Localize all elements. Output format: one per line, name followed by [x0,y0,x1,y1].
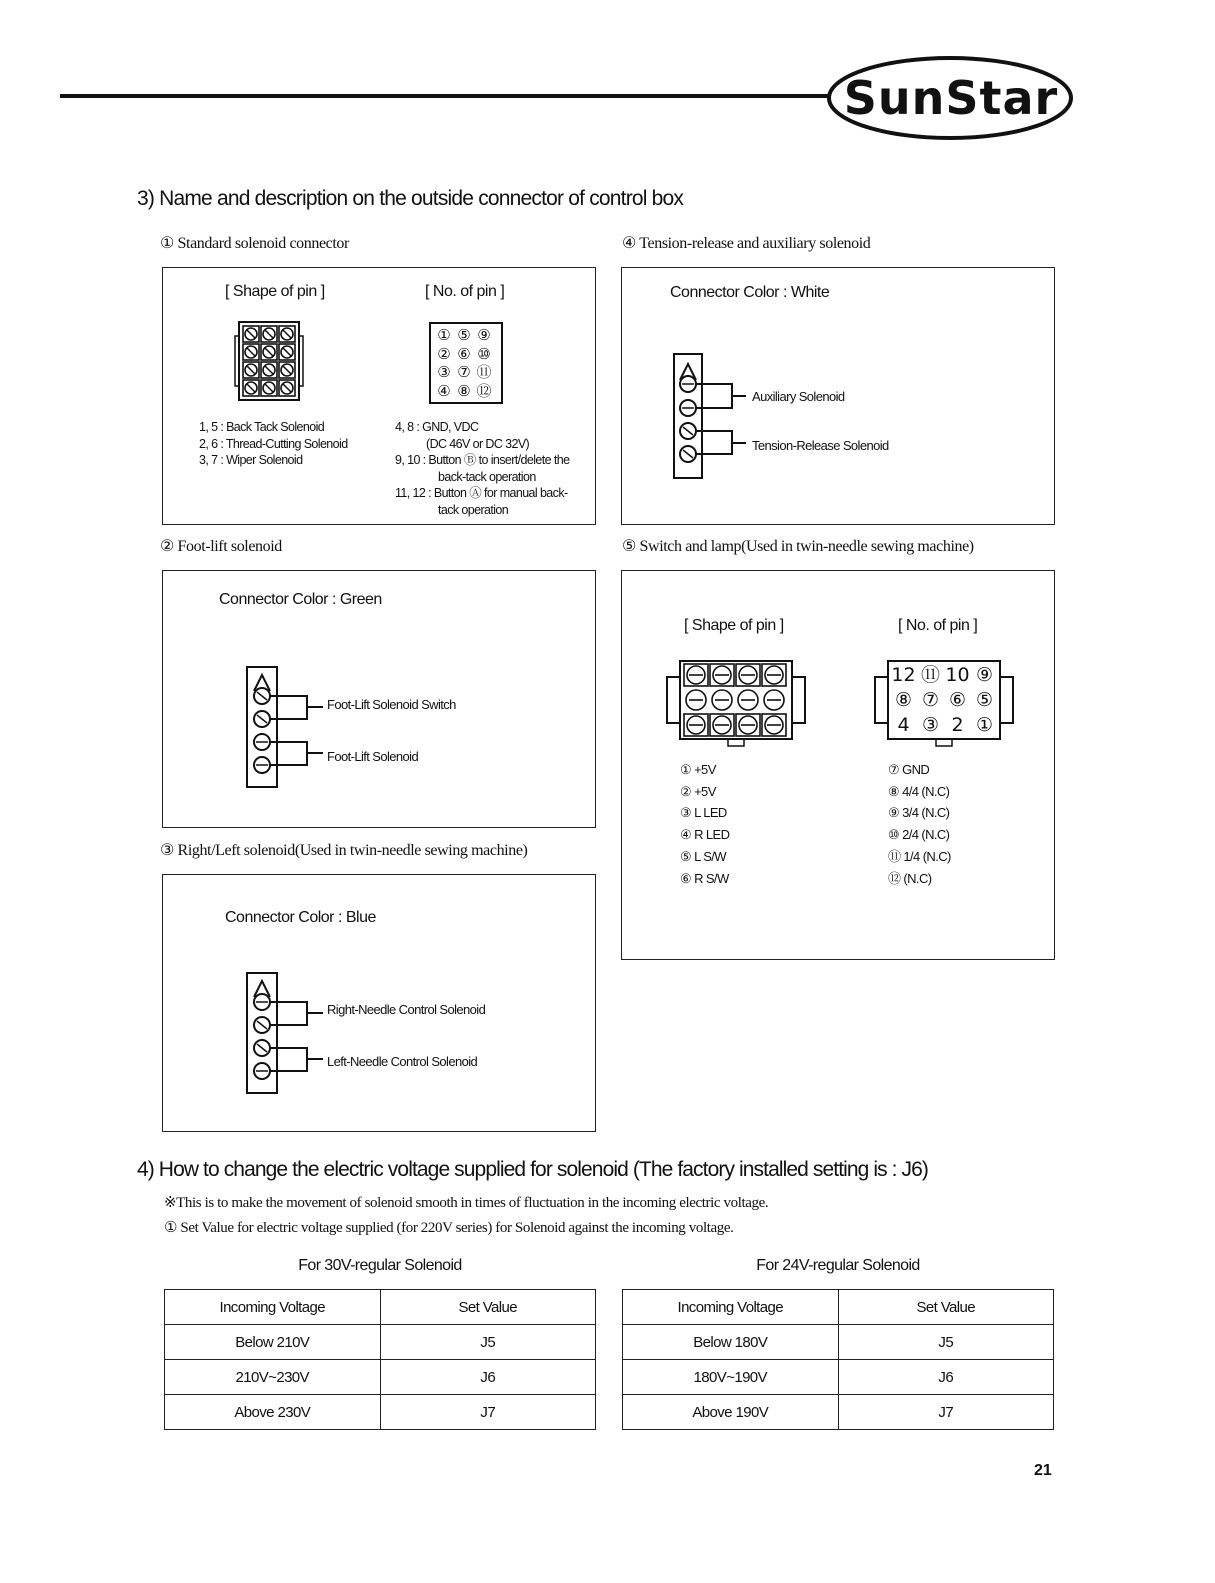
pin-note: 2, 6 : Thread-Cutting Solenoid [199,436,348,451]
pin-note: back-tack operation [438,469,536,484]
table-cell: J7 [838,1395,1054,1430]
table-row [623,1395,1054,1430]
tension-release-solenoid-label: Tension-Release Solenoid [752,438,889,453]
right-pin-notes [395,419,569,518]
pin-number: ⑤ [975,689,994,711]
pin-number: ⑦ [457,363,471,381]
pin-number: ⑥ [457,344,471,363]
section4-note: ※This is to make the movement of solenoid smooth in times of fluctuation in the incoming electric voltage. [164,1195,769,1211]
table-cell: 210V~230V [165,1360,381,1395]
table-cell: J6 [380,1360,596,1395]
pin-number: ⑫ [476,381,492,400]
left-pin-notes [199,419,348,469]
panel-foot-lift-solenoid [162,570,596,828]
sunstar-logo [826,54,1076,142]
pin-note: 9, 10 : Button Ⓑ to insert/delete the [395,453,570,467]
pin-number: 4 [897,714,910,736]
panel-switch-and-lamp [621,570,1055,960]
table-cell: Below 210V [165,1325,381,1360]
auxiliary-solenoid-label: Auxiliary Solenoid [752,389,845,404]
connector-12pin-shape-icon [233,318,305,402]
connector-color-label: Connector Color : White [670,284,830,301]
brand-name: SunStar [843,71,1059,125]
panel2-title: ② Foot-lift solenoid [160,538,282,555]
pin-number: ⑩ [477,344,491,363]
pin-number: ⑪ [920,664,940,686]
table-cell: J5 [838,1325,1054,1360]
table-header-row [165,1290,596,1325]
pin-note: tack operation [438,502,509,517]
connector-12pin-number-diagram [429,322,503,404]
pin-number: ③ [437,363,451,381]
panel-tension-release-solenoid [621,267,1055,525]
right-needle-control-solenoid-label: Right-Needle Control Solenoid [327,1002,486,1017]
pin-note: 4, 8 : GND, VDC [395,420,479,434]
foot-lift-solenoid-switch-label: Foot-Lift Solenoid Switch [327,697,456,712]
section4-title: 4) How to change the electric voltage supplied for solenoid (The factory installed setting is : J6) [137,1158,929,1181]
table-24v-solenoid [622,1289,1054,1430]
pin-number: ① [437,326,451,344]
pin-item: ⑦ GND [888,762,930,777]
panel1-title: ① Standard solenoid connector [160,235,349,252]
right-pin-list [888,759,951,889]
panel-right-left-solenoid [162,874,596,1132]
shape-of-pin-label: [ Shape of pin ] [225,283,325,300]
pin-number: ③ [921,714,940,736]
pin-number: ⑥ [948,689,967,711]
table-row [623,1325,1054,1360]
pin-item: ⑥ R S/W [680,870,729,886]
pin-number: ⑦ [921,689,940,711]
pin-number: 12 [891,664,916,686]
no-of-pin-label: [ No. of pin ] [425,283,505,300]
pin-number-grid [434,326,494,400]
pin-number: 10 [945,664,970,686]
table-cell: J7 [380,1395,596,1430]
panel4-title: ④ Tension-release and auxiliary solenoid [622,235,871,252]
table-cell: Below 180V [623,1325,839,1360]
pin-item: ⑨ 3/4 (N.C) [888,805,950,821]
connector-4pin-green-icon [243,665,325,791]
pin-item: ① +5V [680,762,716,777]
panel5-title: ⑤ Switch and lamp(Used in twin-needle sewing machine) [622,538,974,555]
section3-title: 3) Name and description on the outside connector of control box [137,187,684,210]
table30-caption: For 30V-regular Solenoid [298,1257,462,1274]
header-cell: Set Value [380,1290,596,1325]
pin-item: ⑪ 1/4 (N.C) [888,848,951,864]
pin-note: 1, 5 : Back Tack Solenoid [199,420,325,434]
pin-number: ⑤ [457,326,471,344]
connector-color-label: Connector Color : Green [219,591,382,608]
pin-number-grid [890,663,998,738]
table24-caption: For 24V-regular Solenoid [756,1257,920,1274]
table-row [165,1360,596,1395]
left-needle-control-solenoid-label: Left-Needle Control Solenoid [327,1054,478,1069]
pin-item: ⑫ (N.C) [888,870,932,886]
section4-step: ① Set Value for electric voltage supplied (for 220V series) for Solenoid against the incoming voltage. [164,1220,734,1236]
shape-of-pin-label: [ Shape of pin ] [684,617,784,634]
table-row [165,1325,596,1360]
pin-note: (DC 46V or DC 32V) [426,436,530,451]
pin-number: ⑧ [894,689,913,711]
table-cell: 180V~190V [623,1360,839,1395]
pin-note: 11, 12 : Button Ⓐ for manual back- [395,486,568,500]
pin-number: ⑧ [457,381,471,400]
no-of-pin-label: [ No. of pin ] [898,617,978,634]
pin-number: ② [437,344,451,363]
connector-color-label: Connector Color : Blue [225,909,376,926]
pin-item: ⑧ 4/4 (N.C) [888,783,950,799]
pin-item: ⑩ 2/4 (N.C) [888,827,950,843]
panel-standard-solenoid [162,267,596,525]
pin-number: 2 [951,714,964,736]
connector-12pin-switch-number-diagram [872,659,1016,749]
pin-item: ⑤ L S/W [680,848,726,864]
pin-item: ④ R LED [680,827,730,843]
pin-number: ⑨ [477,326,491,344]
header-cell: Incoming Voltage [623,1290,839,1325]
table-header-row [623,1290,1054,1325]
pin-item: ② +5V [680,783,716,799]
connector-4pin-blue-icon [243,971,325,1097]
connector-12pin-switch-shape-icon [664,659,808,749]
table-row [623,1360,1054,1395]
table-cell: Above 230V [165,1395,381,1430]
pin-number: ① [975,714,994,736]
table-cell: J5 [380,1325,596,1360]
panel3-title: ③ Right/Left solenoid(Used in twin-needle sewing machine) [160,842,528,859]
header-cell: Incoming Voltage [165,1290,381,1325]
pin-number: ⑨ [975,664,994,686]
table-row [165,1395,596,1430]
page-number: 21 [1034,1462,1052,1479]
pin-item: ③ L LED [680,805,727,821]
table-cell: Above 190V [623,1395,839,1430]
left-pin-list [680,759,729,889]
pin-note: 3, 7 : Wiper Solenoid [199,453,303,467]
pin-number: ④ [437,381,451,400]
header-rule [60,94,830,98]
table-30v-solenoid [164,1289,596,1430]
connector-4pin-white-icon [668,352,748,482]
table-cell: J6 [838,1360,1054,1395]
header-cell: Set Value [838,1290,1054,1325]
foot-lift-solenoid-label: Foot-Lift Solenoid [327,749,419,764]
pin-number: ⑪ [476,363,492,381]
